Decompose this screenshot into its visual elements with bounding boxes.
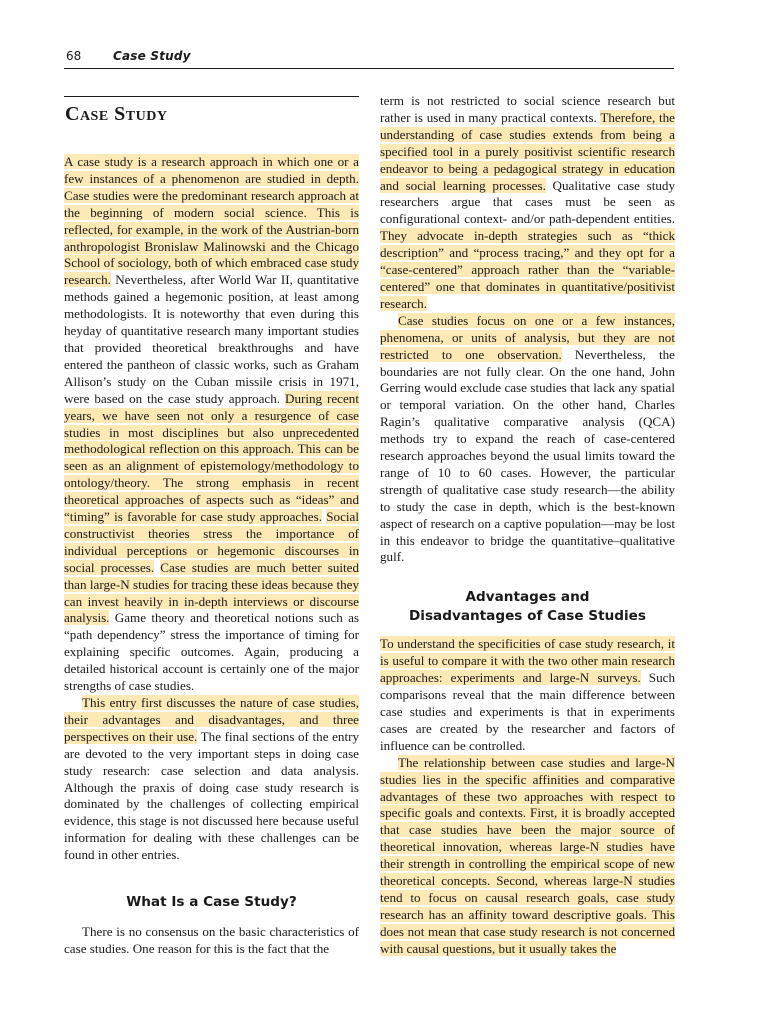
body-text: term is not restricted to social science research but rather is used in many practical contexts.: [380, 93, 675, 125]
paragraph: [380, 755, 675, 958]
highlighted-text: A case study is a research approach in which one or a few instances of a phenomenon are studied in depth. Case studies were the predominant research approach at the beginning of modern social science. This is reflected, for example, in the work of the Austrian-born anthropologist Bronislaw Malinowski and the Chicago School of sociology, both of which embraced case study research.: [64, 154, 359, 288]
body-text: Such comparisons reveal that the main difference between case studies and experiments is that in experiments cases are created by the researcher and factors of influence can be controlled.: [380, 670, 675, 753]
running-title: Case Study: [113, 49, 191, 63]
body-text: Qualitative case study researchers argue that cases must be seen as configurational context- and/or path-dependent entities.: [380, 177, 675, 227]
highlighted-text: They advocate in-depth strategies such as “thick description” and “process tracing,” and they opt for a “case-centered” approach rather than the “variable-centered” one that dominates in quantitative/positivist research.: [380, 228, 675, 311]
paragraph: [64, 924, 359, 958]
body-text: The final sections of the entry are devoted to the very important steps in doing case study research: case selection and data analysis. Although the praxis of doing case study research is dominated by the challenges of collecting empirical evidence, this stage is not discussed here because useful information for dealing with these challenges can be found in other entries.: [64, 728, 360, 863]
highlighted-text: Social constructivist theories stress the importance of individual perceptions or hegemonic discourses in social processes.: [64, 509, 359, 575]
entry-title: Case Study: [65, 103, 168, 125]
paragraph: [380, 636, 675, 754]
highlighted-text: To understand the specificities of case study research, it is useful to compare it with the two other main research approaches: experiments and large-N surveys.: [380, 636, 675, 686]
highlighted-text: This entry first discusses the nature of case studies, their advantages and disadvantages, and three perspectives on their use.: [64, 695, 359, 744]
section-heading-what-is-a-case-study: What Is a Case Study?: [126, 894, 297, 911]
title-rule: [64, 96, 359, 97]
highlighted-text: Case studies are much better suited than large-N studies for tracing these ideas because they can invest heavily in in-depth interviews or discourse analysis.: [64, 559, 359, 626]
right-column: [380, 93, 675, 958]
section-heading-advantages: [380, 588, 675, 626]
page-number: 68: [66, 49, 82, 63]
body-text: Nevertheless, the boundaries are not fully clear. On the one hand, John Gerring would exclude case studies that lack any spatial or temporal variation. On the other hand, Charles Ragin’s qualitative comparative analysis (QCA) methods try to expand the reach of case-centered research approaches beyond the usual limits toward the range of 10 to 60 cases. However, the particular strength of qualitative case study research—the ability to study the case in depth, which is the best-known aspect of research on a captive population—may be lost in this endeavor to bridge the quantitative–qualitative gulf.: [380, 346, 675, 565]
heading-line: Disadvantages of Case Studies: [409, 608, 646, 625]
paragraph: [64, 695, 359, 864]
paragraph: [64, 154, 359, 695]
left-column: [64, 93, 359, 958]
paragraph: [380, 93, 675, 313]
highlighted-text: During recent years, we have seen not only a resurgence of case studies in most disciplines but also unprecedented methodological reflection on this approach. This can be seen as an alignment of epistemology/methodology to ontology/theory. The strong emphasis in recent theoretical approaches of aspects such as “ideas” and “timing” is favorable for case study approaches.: [64, 390, 359, 525]
highlighted-text: Case studies focus on one or a few instances, phenomena, or units of analysis, but they are not restricted to one observation.: [380, 312, 675, 362]
body-text: Nevertheless, after World War II, quantitative methods gained a hegemonic position, at least among methodologists. It is noteworthy that even during this heyday of quantitative research many important studies that provided theoretical breakthroughs and have entered the pantheon of classic works, such as Graham Allison’s study on the Cuban missile crisis in 1971, were based on the case study approach.: [64, 272, 359, 406]
header-rule: [64, 68, 674, 69]
highlighted-text: The relationship between case studies and large-N studies lies in the specific affinities and comparative advantages of these two approaches with respect to specific goals and contexts. First, it is broadly accepted that case studies have been the major source of theoretical innovation, whereas large-N studies have their strength in controlling the empirical scope of new theoretical concepts. Second, whereas large-N studies tend to focus on causal research goals, case study research has an affinity toward descriptive goals. This does not mean that case study research is not concerned with causal questions, but it usually takes the: [380, 754, 675, 956]
body-text: Game theory and theoretical notions such as “path dependency” stress the importance of timing for explaining specific outcomes. Again, producing a detailed historical account is certainly one of the major strengths of case studies.: [64, 610, 359, 694]
heading-line: Advantages and: [465, 589, 590, 606]
body-text: There is no consensus on the basic characteristics of case studies. One reason for this is the fact that the: [64, 924, 359, 956]
paragraph: [380, 313, 675, 567]
highlighted-text: Therefore, the understanding of case studies extends from being a specified tool in a purely positivist scientific research endeavor to being a pedagogical strategy in education and social learning processes.: [380, 109, 675, 193]
